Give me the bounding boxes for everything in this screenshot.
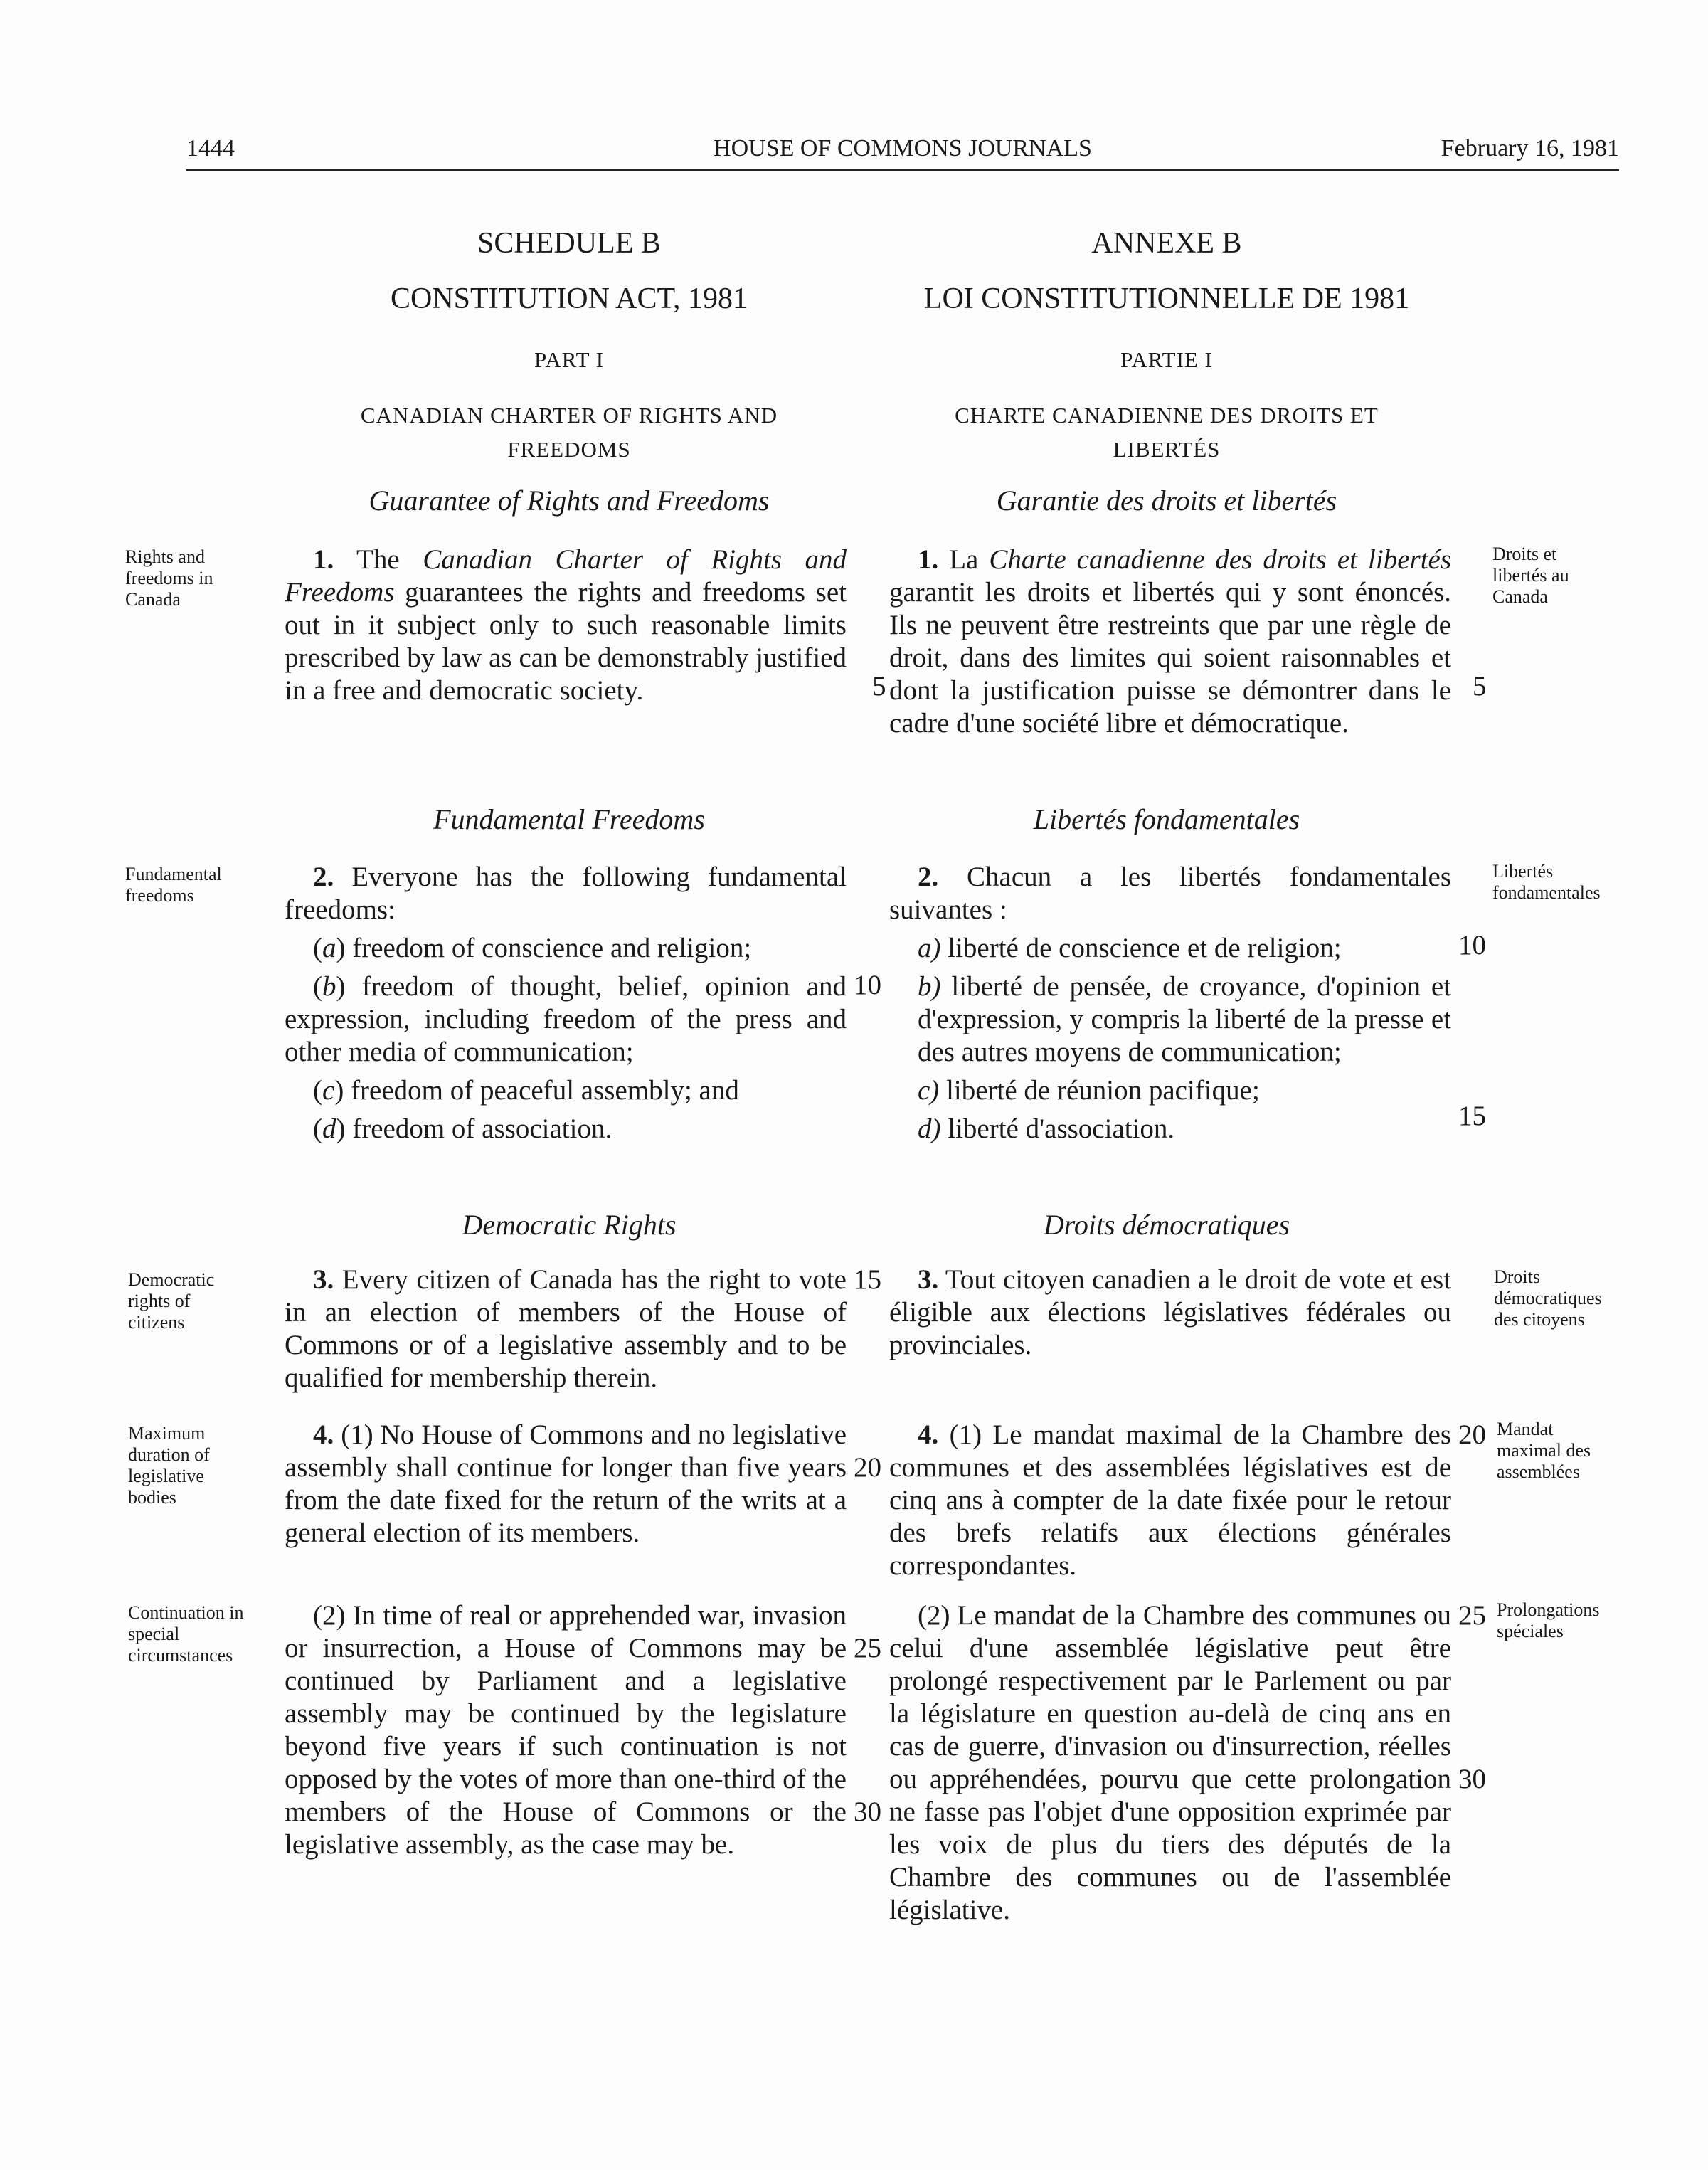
act-title-en: CONSTITUTION ACT, 1981 <box>390 282 748 315</box>
line-number-fr-15: 15 <box>1458 1101 1486 1131</box>
line-number-fr-30: 30 <box>1458 1764 1486 1794</box>
line-number-en-20: 20 <box>854 1452 881 1483</box>
part-title-en: PART I <box>534 347 605 372</box>
section-1-en: 1. The Canadian Charter of Rights and Freedoms guarantees the rights and freedoms set out in it subject only to such reasonable limits prescribed by law as can be demonstrably justified in a free and democratic society. <box>285 544 847 706</box>
line-number-en-30: 30 <box>854 1796 881 1827</box>
line-number-fr-10: 10 <box>1458 930 1486 960</box>
line-number-fr-20: 20 <box>1458 1419 1486 1450</box>
heading-fundamental-en: Fundamental Freedoms <box>433 803 705 835</box>
section-1-fr: 1. La Charte canadienne des droits et libertés garantit les droits et libertés qui y sont énoncés. Ils ne peuvent être restreints que par une règle de droit, dans des limites qui soient raisonnables et dont la justification puisse se démontrer dans le cadre d'une société libre et démocratique. <box>889 544 1452 739</box>
section-2-fr: 2. Chacun a les libertés fondamentales suivantes : a) liberté de conscience et de religion; b) liberté de pensée, de croyance, d'opinion et d'expression, y compris la liberté de la presse et des autres moyens de communication; c) liberté de réunion pacifique; d) liberté d'association. <box>889 862 1452 1144</box>
line-number-en-15: 15 <box>854 1264 881 1295</box>
line-number-en-5: 5 <box>872 671 886 702</box>
margin-note-s1-en: Rights and freedoms in Canada <box>125 546 213 610</box>
heading-fundamental-fr: Libertés fondamentales <box>1033 803 1300 835</box>
page-number: 1444 <box>186 135 235 162</box>
section-4-2-en: (2) In time of real or apprehended war, invasion or insurrection, a House of Commons may be continued by Parliament and a legislative assembly may be continued by the legislature beyond five years if such continuation is not opposed by the votes of more than one-third of the members of the House of Commons or the legislative assembly, as the case may be. <box>285 1600 847 1860</box>
journal-title: HOUSE OF COMMONS JOURNALS <box>714 135 1092 162</box>
heading-democratic-fr: Droits démocratiques <box>1043 1209 1290 1241</box>
page-date: February 16, 1981 <box>1441 135 1619 162</box>
line-number-en-25: 25 <box>854 1633 881 1663</box>
heading-guarantee-fr: Garantie des droits et libertés <box>996 485 1337 517</box>
margin-note-s4-2-fr: Prolongations spéciales <box>1497 1599 1600 1641</box>
margin-note-s1-fr: Droits et libertés au Canada <box>1492 544 1569 607</box>
margin-note-s2-en: Fundamental freedoms <box>125 864 222 906</box>
charter-title-en: CANADIAN CHARTER OF RIGHTS AND FREEDOMS <box>360 403 778 462</box>
section-4-2-fr: (2) Le mandat de la Chambre des communes ou celui d'une assemblée législative peut être prolongé respectivement par le Parlement ou par la législature en question au-delà de cinq ans en cas de guerre, d'invasion ou d'insurrection, réelles ou appréhendées, pourvu que cette prolongation ne fasse pas l'objet d'une opposition exprimée par les voix de plus du tiers des députés de la Chambre des communes ou de l'assemblée législative. <box>889 1600 1451 1925</box>
section-4-1-en: 4. (1) No House of Commons and no legislative assembly shall continue for longer than five years from the date fixed for the return of the writs at a general election of its members. <box>285 1419 847 1548</box>
line-number-fr-5: 5 <box>1473 671 1487 702</box>
line-number-en-10: 10 <box>854 970 881 1000</box>
section-2-en: 2. Everyone has the following fundamental freedoms: (a) freedom of conscience and religion; (b) freedom of thought, belief, opinion and expression, including freedom of the press and other media of communication; (c) freedom of peaceful assembly; and (d) freedom of association. <box>285 862 847 1144</box>
part-title-fr: PARTIE I <box>1120 347 1213 372</box>
line-number-fr-25: 25 <box>1458 1600 1486 1631</box>
section-4-1-fr: 4. (1) Le mandat maximal de la Chambre des communes et des assemblées législatives est de cinq ans à compter de la date fixée pour le retour des brefs relatifs aux élections générales correspondantes. <box>889 1419 1451 1581</box>
section-3-en: 3. Every citizen of Canada has the right to vote in an election of members of the House of Commons or of a legislative assembly and to be qualified for membership therein. <box>285 1264 847 1393</box>
margin-note-s4-1-fr: Mandat maximal des assemblées <box>1497 1419 1591 1482</box>
charter-title-fr: CHARTE CANADIENNE DES DROITS ET LIBERTÉS <box>955 403 1379 462</box>
schedule-title-en: SCHEDULE B <box>477 227 661 260</box>
margin-note-s3-en: Democratic rights of citizens <box>128 1269 215 1333</box>
margin-note-s3-fr: Droits démocratiques des citoyens <box>1494 1266 1602 1330</box>
margin-note-s2-fr: Libertés fondamentales <box>1492 861 1601 903</box>
margin-note-s4-2-en: Continuation in special circumstances <box>128 1602 244 1666</box>
section-3-fr: 3. Tout citoyen canadien a le droit de vote et est éligible aux élections législatives fédérales ou provinciales. <box>889 1264 1452 1360</box>
heading-democratic-en: Democratic Rights <box>462 1209 677 1241</box>
margin-note-s4-1-en: Maximum duration of legislative bodies <box>128 1423 210 1508</box>
act-title-fr: LOI CONSTITUTIONNELLE DE 1981 <box>923 282 1410 315</box>
header-rule <box>186 169 1619 171</box>
schedule-title-fr: ANNEXE B <box>1091 227 1242 260</box>
heading-guarantee-en: Guarantee of Rights and Freedoms <box>368 485 770 517</box>
